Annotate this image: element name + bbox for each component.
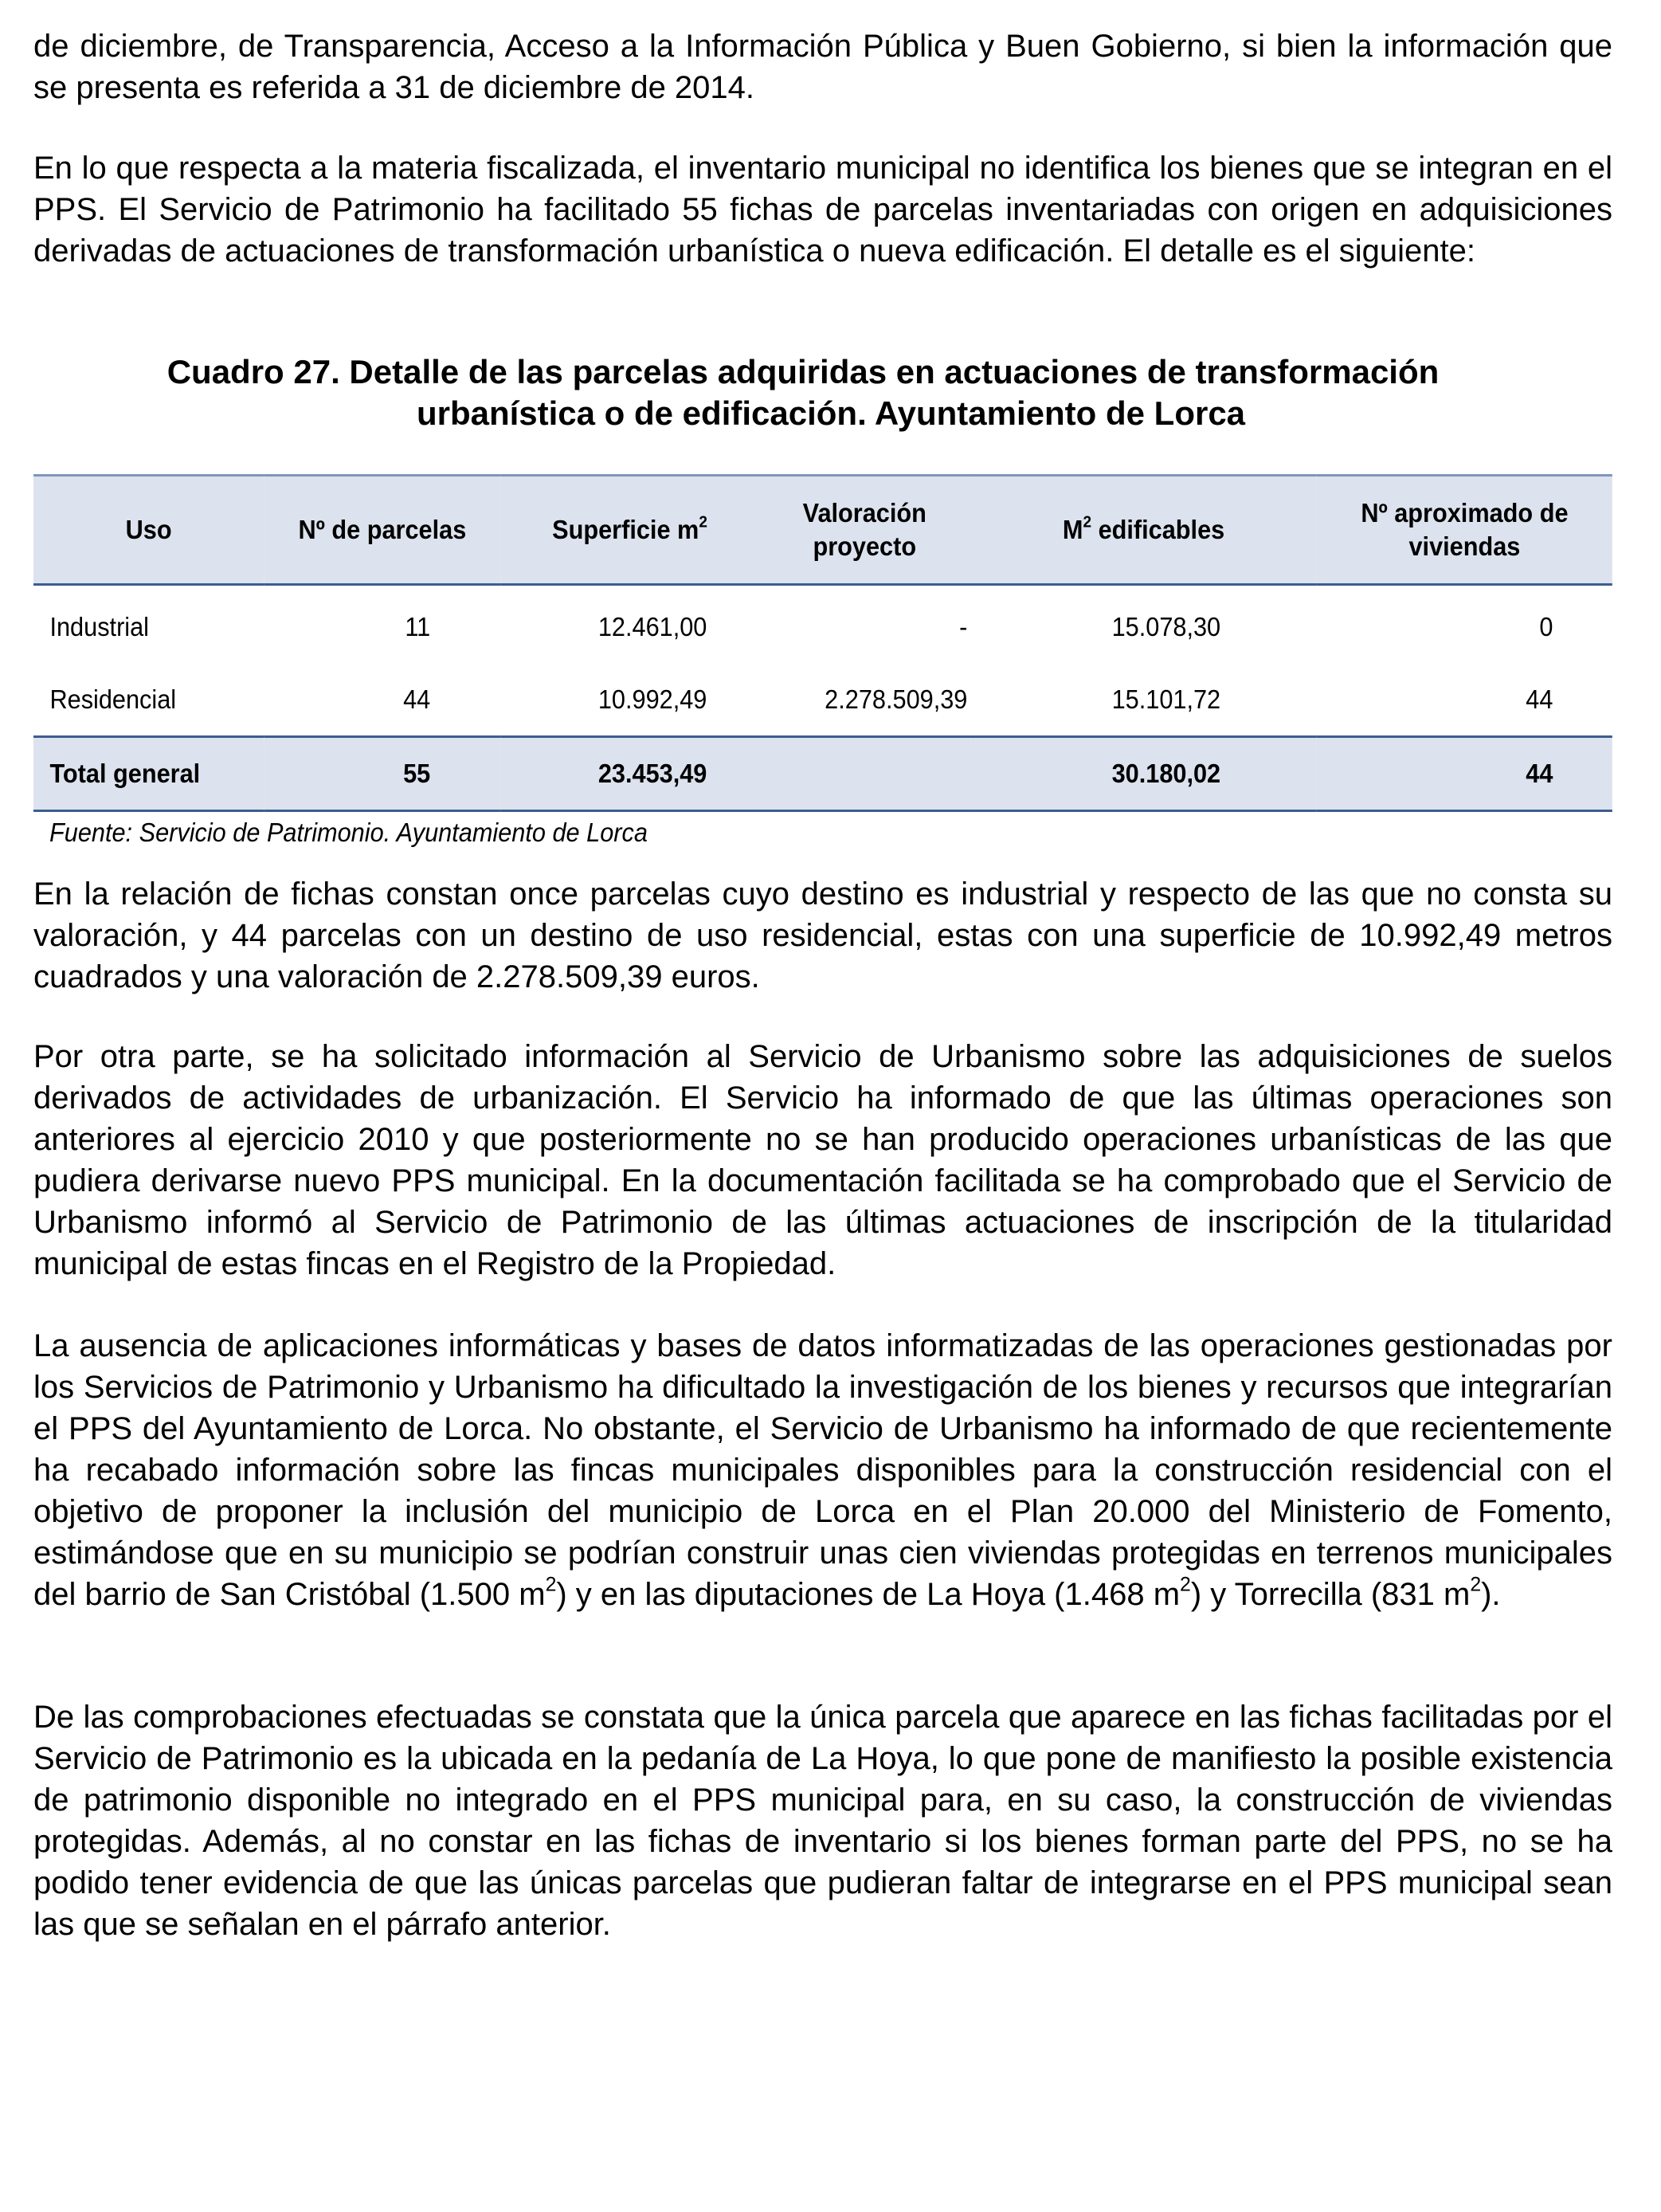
cell-parcelas: 11 (405, 611, 431, 641)
cell-uso: Residencial (49, 684, 177, 714)
paragraph-intro: de diciembre, de Transparencia, Acceso a la Información Pública y Buen Gobierno, si bien la información que se presenta es referida a 31 de diciembre de 2014. (33, 29, 1612, 105)
cell-parcelas: 44 (403, 684, 431, 714)
cell-total-viviendas: 44 (1526, 759, 1553, 788)
parcelas-table-container (33, 474, 1612, 812)
cell-uso: Industrial (49, 611, 149, 641)
paragraph-materia-fiscalizada: En lo que respecta a la materia fiscalizada, el inventario municipal no identifica los bienes que se integran en el PPS. El Servicio de Patrimonio ha facilitado 55 fichas de parcelas inventariadas con origen en adquisiciones derivadas de actuaciones de transformación urbanística o nueva edificación. El detalle es el siguiente: (33, 151, 1612, 269)
cell-viviendas: 0 (1539, 611, 1553, 641)
cell-m2-edificables: 15.078,30 (1111, 611, 1221, 641)
table-row (33, 585, 1612, 664)
paragraph-ausencia-aplicaciones: La ausencia de aplicaciones informáticas y bases de datos informatizadas de las operaciones gestionadas por los Servicios de Patrimonio y Urbanismo ha dificultado la investigación de los bienes y recursos que integrarían el PPS del Ayuntamiento de Lorca. No obstante, el Servicio de Urbanismo ha informado de que recientemente ha recabado información sobre las fincas municipales disponibles para la construcción residencial con el objetivo de proponer la inclusión del municipio de Lorca en el Plan 20.000 del Ministerio de Fomento, estimándose que en su municipio se podrían construir unas cien viviendas protegidas en terrenos municipales del barrio de San Cristóbal (1.500 $m^2$) y en las diputaciones de La Hoya (1.468 $m^2$) y Torrecilla (831 $m^2$). (33, 1328, 1612, 1612)
header-m2-edificables: $M^2$ edificables (1062, 512, 1225, 544)
header-viviendas: Nº aproximado de viviendas (1361, 498, 1569, 561)
cell-valoracion: - (959, 611, 968, 641)
table-caption (33, 351, 1612, 434)
cell-m2-edificables: 15.101,72 (1111, 684, 1221, 714)
header-parcelas: Nº de parcelas (298, 515, 467, 544)
paragraph-relacion-fichas: En la relación de fichas constan once parcelas cuyo destino es industrial y respecto de las que no consta su valoración, y 44 parcelas con un destino de uso residencial, estas con una superficie de 10.992,49 metros cuadrados y una valoración de 2.278.509,39 euros. (33, 877, 1612, 994)
header-uso: Uso (125, 515, 172, 544)
table-total-row (33, 737, 1612, 811)
header-valoracion: Valoración proyecto (802, 498, 926, 561)
table-source-note: Fuente: Servicio de Patrimonio. Ayuntamiento de Lorca (49, 818, 648, 847)
parcelas-table (33, 474, 1612, 812)
cell-viviendas: 44 (1526, 684, 1553, 714)
cell-superficie: 12.461,00 (597, 611, 707, 641)
paragraph-servicio-urbanismo: Por otra parte, se ha solicitado información al Servicio de Urbanismo sobre las adquisiciones de suelos derivados de actividades de urbanización. El Servicio ha informado de que las últimas operaciones son anteriores al ejercicio 2010 y que posteriormente no se han producido operaciones urbanísticas de las que pudiera derivarse nuevo PPS municipal. En la documentación facilitada se ha comprobado que el Servicio de Urbanismo informó al Servicio de Patrimonio de las últimas actuaciones de inscripción de la titularidad municipal de estas fincas en el Registro de la Propiedad. (33, 1039, 1612, 1281)
cell-valoracion: 2.278.509,39 (825, 684, 968, 714)
cell-total-superficie: 23.453,49 (597, 759, 707, 788)
cell-superficie: 10.992,49 (597, 684, 707, 714)
cell-total-valoracion (758, 737, 970, 811)
header-superficie: Superficie $m^2$ (552, 512, 707, 544)
paragraph-comprobaciones: De las comprobaciones efectuadas se constata que la única parcela que aparece en las fichas facilitadas por el Servicio de Patrimonio es la ubicada en la pedanía de La Hoya, lo que pone de manifiesto la posible existencia de patrimonio disponible no integrado en el PPS municipal para, en su caso, la construcción de viviendas protegidas. Además, al no constar en las fichas de inventario si los bienes forman parte del PPS, no se ha podido tener evidencia de que las únicas parcelas que pudieran faltar de integrarse en el PPS municipal sean las que se señalan en el párrafo anterior. (33, 1700, 1612, 1942)
table-header-row (33, 476, 1612, 585)
cell-total-label: Total general (49, 759, 201, 788)
table-caption-line-1: Cuadro 27. Detalle de las parcelas adquiridas en actuaciones de transformación (166, 353, 1440, 390)
cell-total-parcelas: 55 (403, 759, 431, 788)
cell-total-m2-edificables: 30.180,02 (1111, 759, 1221, 788)
table-row (33, 663, 1612, 737)
table-caption-line-2: urbanística o de edificación. Ayuntamiento de Lorca (416, 394, 1246, 432)
